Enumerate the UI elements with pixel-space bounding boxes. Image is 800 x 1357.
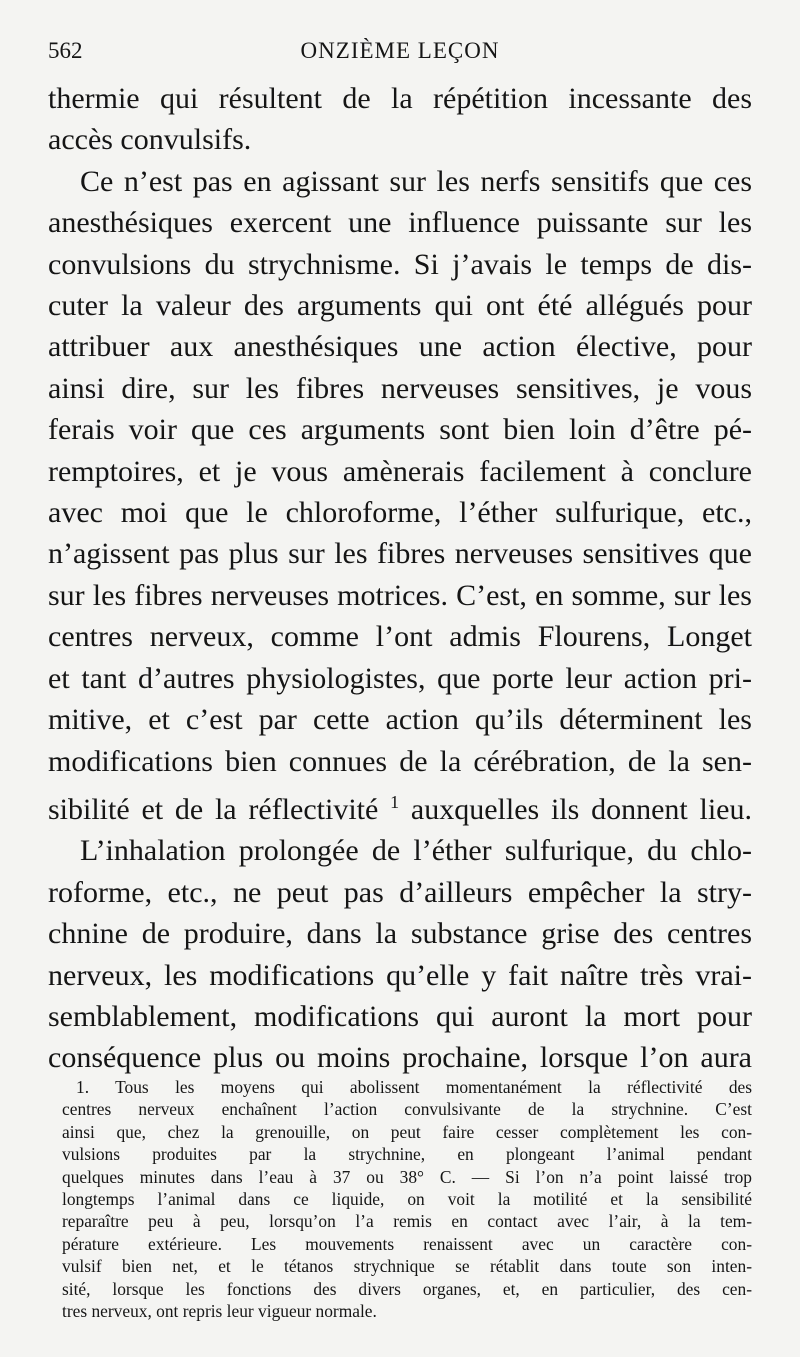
text-line: modifications bien connues de la cérébration, de la sen- (48, 744, 752, 778)
footnote-line: quelques minutes dans l’eau à 37 ou 38° C. — Si l’on n’a point laissé trop (62, 1166, 752, 1187)
text-line: semblablement, modifications qui auront la mort pour (48, 999, 752, 1033)
text-line: avec moi que le chloroforme, l’éther sulfurique, etc., (48, 496, 752, 530)
text-line: Ce n’est pas en agissant sur les nerfs sensitifs que ces (80, 164, 752, 198)
text-segment: auxquelles ils donnent lieu. (399, 792, 752, 826)
body-text (48, 78, 752, 1079)
text-line: centres nerveux, comme l’ont admis Flourens, Longet (48, 620, 752, 654)
text-line-with-footnote (48, 782, 752, 830)
text-line: ainsi dire, sur les fibres nerveuses sensitives, je vous (48, 371, 752, 405)
footnote-line: reparaître peu à peu, lorsqu’on l’a remis en contact avec l’air, à la tem- (62, 1211, 752, 1232)
footnote-line: centres nerveux enchaînent l’action convulsivante de la strychnine. C’est (62, 1099, 752, 1120)
text-line: L’inhalation prolongée de l’éther sulfurique, du chlo- (80, 834, 752, 868)
text-line: nerveux, les modifications qu’elle y fait naître très vrai- (48, 958, 752, 992)
footnote-line: ainsi que, chez la grenouille, on peut faire cesser complètement les con- (62, 1121, 752, 1142)
running-title: ONZIÈME LEÇON (300, 38, 500, 63)
text-line: cuter la valeur des arguments qui ont été allégués pour (48, 289, 752, 323)
footnote-line: vulsions produites par la strychnine, en plongeant l’animal pendant (62, 1144, 752, 1165)
text-line: thermie qui résultent de la répétition incessante des (48, 82, 752, 115)
text-line: sur les fibres nerveuses motrices. C’est, en somme, sur les (48, 578, 752, 612)
text-line: et tant d’autres physiologistes, que porte leur action pri- (48, 661, 752, 695)
text-line: chnine de produire, dans la substance grise des centres (48, 917, 752, 951)
footnote-line: vulsif bien net, et le tétanos strychnique se rétablit dans toute son inten- (62, 1256, 752, 1277)
footnote-line: tres nerveux, ont repris leur vigueur normale. (62, 1301, 377, 1322)
footnote-line: longtemps l’animal dans ce liquide, on voit la motilité et la sensibilité (62, 1189, 752, 1210)
text-line: conséquence plus ou moins prochaine, lorsque l’on aura (48, 1041, 752, 1075)
text-segment: sibilité et de la réflectivité (48, 792, 379, 826)
page-header (48, 38, 752, 68)
text-line: roforme, etc., ne peut pas d’ailleurs empêcher la stry- (48, 875, 752, 909)
text-line: attribuer aux anesthésiques une action élective, pour (48, 330, 752, 364)
text-line: convulsions du strychnisme. Si j’avais le temps de dis- (48, 247, 752, 281)
text-line: accès convulsifs. (48, 123, 252, 157)
page-number: 562 (48, 38, 83, 63)
text-line: anesthésiques exercent une influence puissante sur les (48, 206, 752, 240)
footnote-line: 1. Tous les moyens qui abolissent momentanément la réflectivité des (76, 1077, 752, 1097)
text-line: n’agissent pas plus sur les fibres nerveuses sensitives que (48, 537, 752, 571)
footnote-reference[interactable]: 1 (390, 791, 400, 812)
footnote-line: pérature extérieure. Les mouvements renaissent avec un caractère con- (62, 1233, 752, 1254)
text-line: ferais voir que ces arguments sont bien loin d’être pé- (48, 413, 752, 447)
text-line: mitive, et c’est par cette action qu’ils déterminent les (48, 703, 752, 737)
footnote-line: sité, lorsque les fonctions des divers organes, et, en particulier, des cen- (62, 1278, 752, 1299)
footnote (62, 1076, 752, 1322)
text-line: remptoires, et je vous amènerais facilement à conclure (48, 454, 752, 488)
